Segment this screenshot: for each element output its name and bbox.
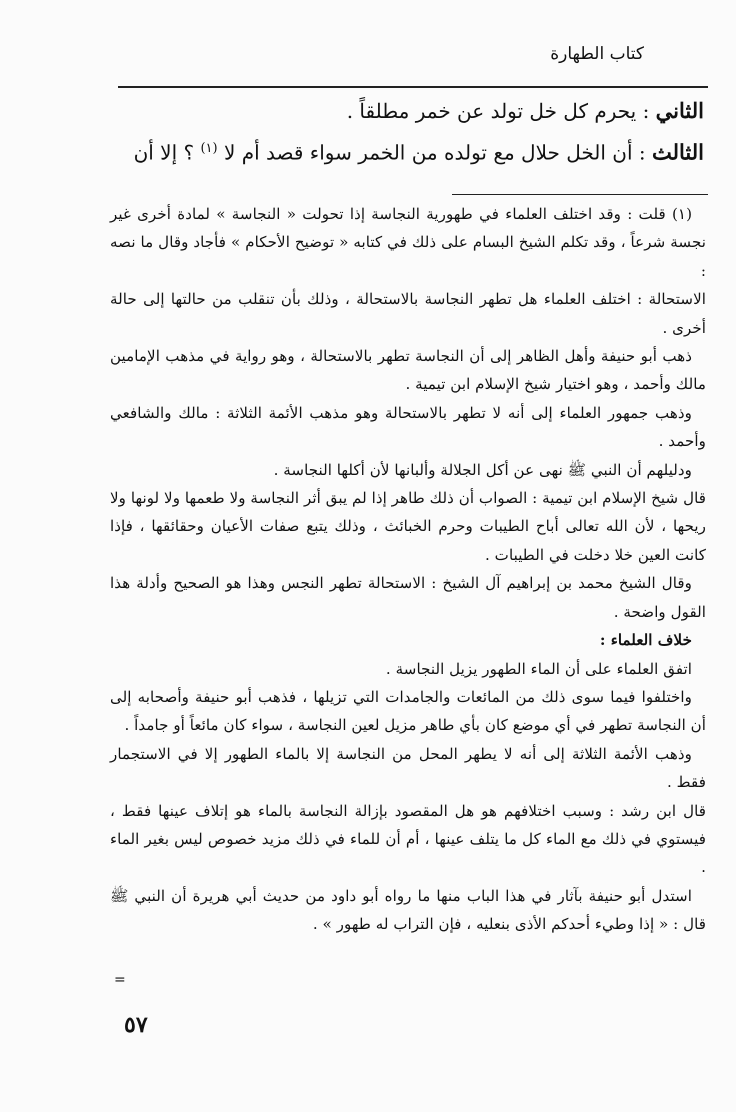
main-line-1 [110,92,704,130]
footnote-paragraph: الاستحالة : اختلف العلماء هل تطهر النجاسة بالاستحالة ، وذلك بأن تنقلب من حالتها إلى حالة أخرى . [110,290,706,337]
point-text-third: : أن الخل حلال مع تولده من الخمر سواء قصد أم لا [217,140,652,165]
footnote-paragraph: واختلفوا فيما سوى ذلك من المائعات والجامدات التي تزيلها ، فذهب أبو حنيفة وأصحابه إلى أن النجاسة تطهر في أي موضع كان بأي طاهر مزيل لعين النجاسة ، سواء كان مائعاً أو جامداً . [110,687,706,735]
page-number: ٥٧ [124,1012,148,1038]
footnote-paragraph: وقال الشيخ محمد بن إبراهيم آل الشيخ : الاستحالة تطهر النجس وهذا هو الصحيح وأدلة هذا القول واضحة . [110,574,706,621]
continuation-mark: = [114,972,126,988]
footnote-paragraph: ذهب أبو حنيفة وأهل الظاهر إلى أن النجاسة تطهر بالاستحالة ، وهو رواية في مذهب الإمامين مالك وأحمد ، وهو اختيار شيخ الإسلام ابن تيمية . [110,347,706,394]
footnote-reference: (١) [200,141,218,156]
footnote-paragraph: استدل أبو حنيفة بآثار في هذا الباب منها ما رواه أبو داود من حديث أبي هريرة أن النبي ﷺ قال : « إذا وطيء أحدكم الأذى بنعليه ، فإن التراب له طهور » . [110,886,706,934]
footnote-separator [452,194,708,195]
point-text-third-tail: ؟ إلا أن [133,140,201,165]
running-title: كتاب الطهارة [550,44,644,64]
footnote-paragraph: وذهب الأئمة الثلاثة إلى أنه لا يطهر المحل من النجاسة إلا بالماء الطهور إلا في الاستجمار فقط . [110,744,706,792]
footnote-heading: خلاف العلماء : [599,631,692,650]
footnote-paragraph: وذهب جمهور العلماء إلى أنه لا تطهر بالاستحالة وهو مذهب الأئمة الثلاثة : مالك والشافعي وأحمد . [110,403,706,451]
footnote-paragraph: اتفق العلماء على أن الماء الطهور يزيل النجاسة . [385,659,692,678]
footnote-paragraph: قال ابن رشد : وسبب اختلافهم هو هل المقصود بإزالة النجاسة بالماء هو إتلاف عينها فقط ، فيستوي في ذلك مع الماء كل ما يتلف عينها ، أم أن للماء في ذلك مزيد خصوص ليس بغير الماء . [110,801,706,877]
point-text-second: : يحرم كل خل تولد عن خمر مطلقاً . [346,99,656,123]
footnote-paragraph: قال شيخ الإسلام ابن تيمية : الصواب أن ذلك طاهر إذا لم يبق أثر النجاسة ولا طعمها ولا لونها ولا ريحها ، لأن الله تعالى أباح الطيبات وحرم الخبائث ، وذلك يتبع صفات الأعيان وحقائقها ، فإذا كانت العين خلا دخلت في الطيبات . [110,489,706,564]
point-label-third: الثالث [652,139,704,165]
footnote-block [110,200,706,939]
header-rule [118,86,708,88]
main-text [110,92,704,172]
footnote-paragraph: ودليلهم أن النبي ﷺ نهى عن أكل الجلالة وألبانها لأن أكلها النجاسة . [273,460,692,479]
main-line-2 [110,130,704,172]
footnote-paragraph: (١) قلت : وقد اختلف العلماء في طهورية النجاسة إذا تحولت « النجاسة » لمادة أخرى غير نجسة شرعاً ، وقد تكلم الشيخ البسام على ذلك في كتابه « توضيح الأحكام » فأجاد وقال ما نصه : [110,205,706,280]
point-label-second: الثاني [655,98,704,123]
